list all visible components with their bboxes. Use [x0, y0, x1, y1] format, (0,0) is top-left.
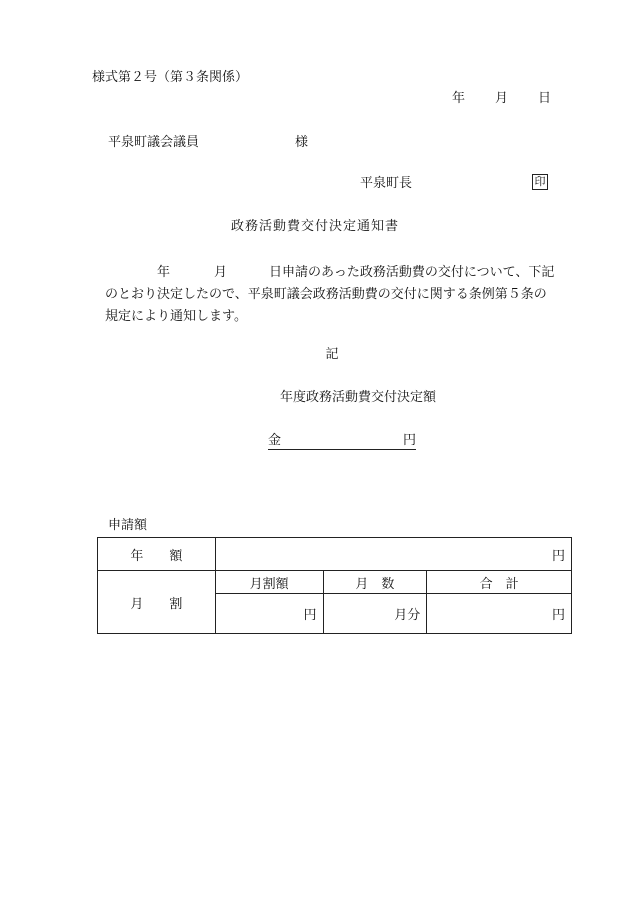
header-total: 合 計 [427, 571, 572, 594]
amount-field [268, 433, 416, 450]
addressee [108, 135, 308, 151]
sender-title: 平泉町長 [360, 176, 413, 191]
application-label: 申請額 [108, 518, 148, 533]
header-months: 月 数 [323, 571, 427, 594]
body-line-1 [105, 262, 585, 284]
date-day: 日 [538, 91, 552, 106]
date-month: 月 [495, 91, 509, 106]
body-year: 年 [157, 265, 171, 280]
date-year: 年 [452, 91, 466, 106]
monthly-label-cell: 月 割 [98, 571, 216, 634]
amount-title: 年度政務活動費交付決定額 [279, 390, 436, 405]
addressee-honorific: 様 [295, 135, 309, 150]
total-cell: 円 [427, 594, 572, 634]
seal-stamp [532, 174, 548, 190]
body-month: 月 [214, 265, 228, 280]
addressee-name: 平泉町議会議員 [108, 135, 200, 150]
annual-label-cell: 年 額 [98, 538, 216, 571]
form-number: 様式第２号（第３条関係） [92, 70, 249, 85]
body-line-3: 規定により通知します。 [105, 309, 247, 324]
date-line [452, 91, 551, 107]
document-title: 政務活動費交付決定通知書 [230, 219, 399, 234]
body-line-2: のとおり決定したので、平泉町議会政務活動費の交付に関する条例第５条の [105, 287, 547, 302]
notes-heading: 記 [325, 347, 339, 362]
application-table [97, 537, 572, 634]
table-row-monthly-header [98, 571, 572, 594]
seal-label: 印 [534, 175, 546, 188]
body-text [105, 262, 585, 328]
amount-kin: 金 [268, 433, 282, 448]
annual-value-cell: 円 [215, 538, 571, 571]
body-line-1-rest: 日申請のあった政務活動費の交付について、下記 [269, 265, 555, 280]
amount-yen: 円 [402, 433, 416, 448]
header-monthly-amount: 月割額 [215, 571, 323, 594]
months-cell: 月分 [323, 594, 427, 634]
monthly-amount-cell: 円 [215, 594, 323, 634]
table-row-annual [98, 538, 572, 571]
